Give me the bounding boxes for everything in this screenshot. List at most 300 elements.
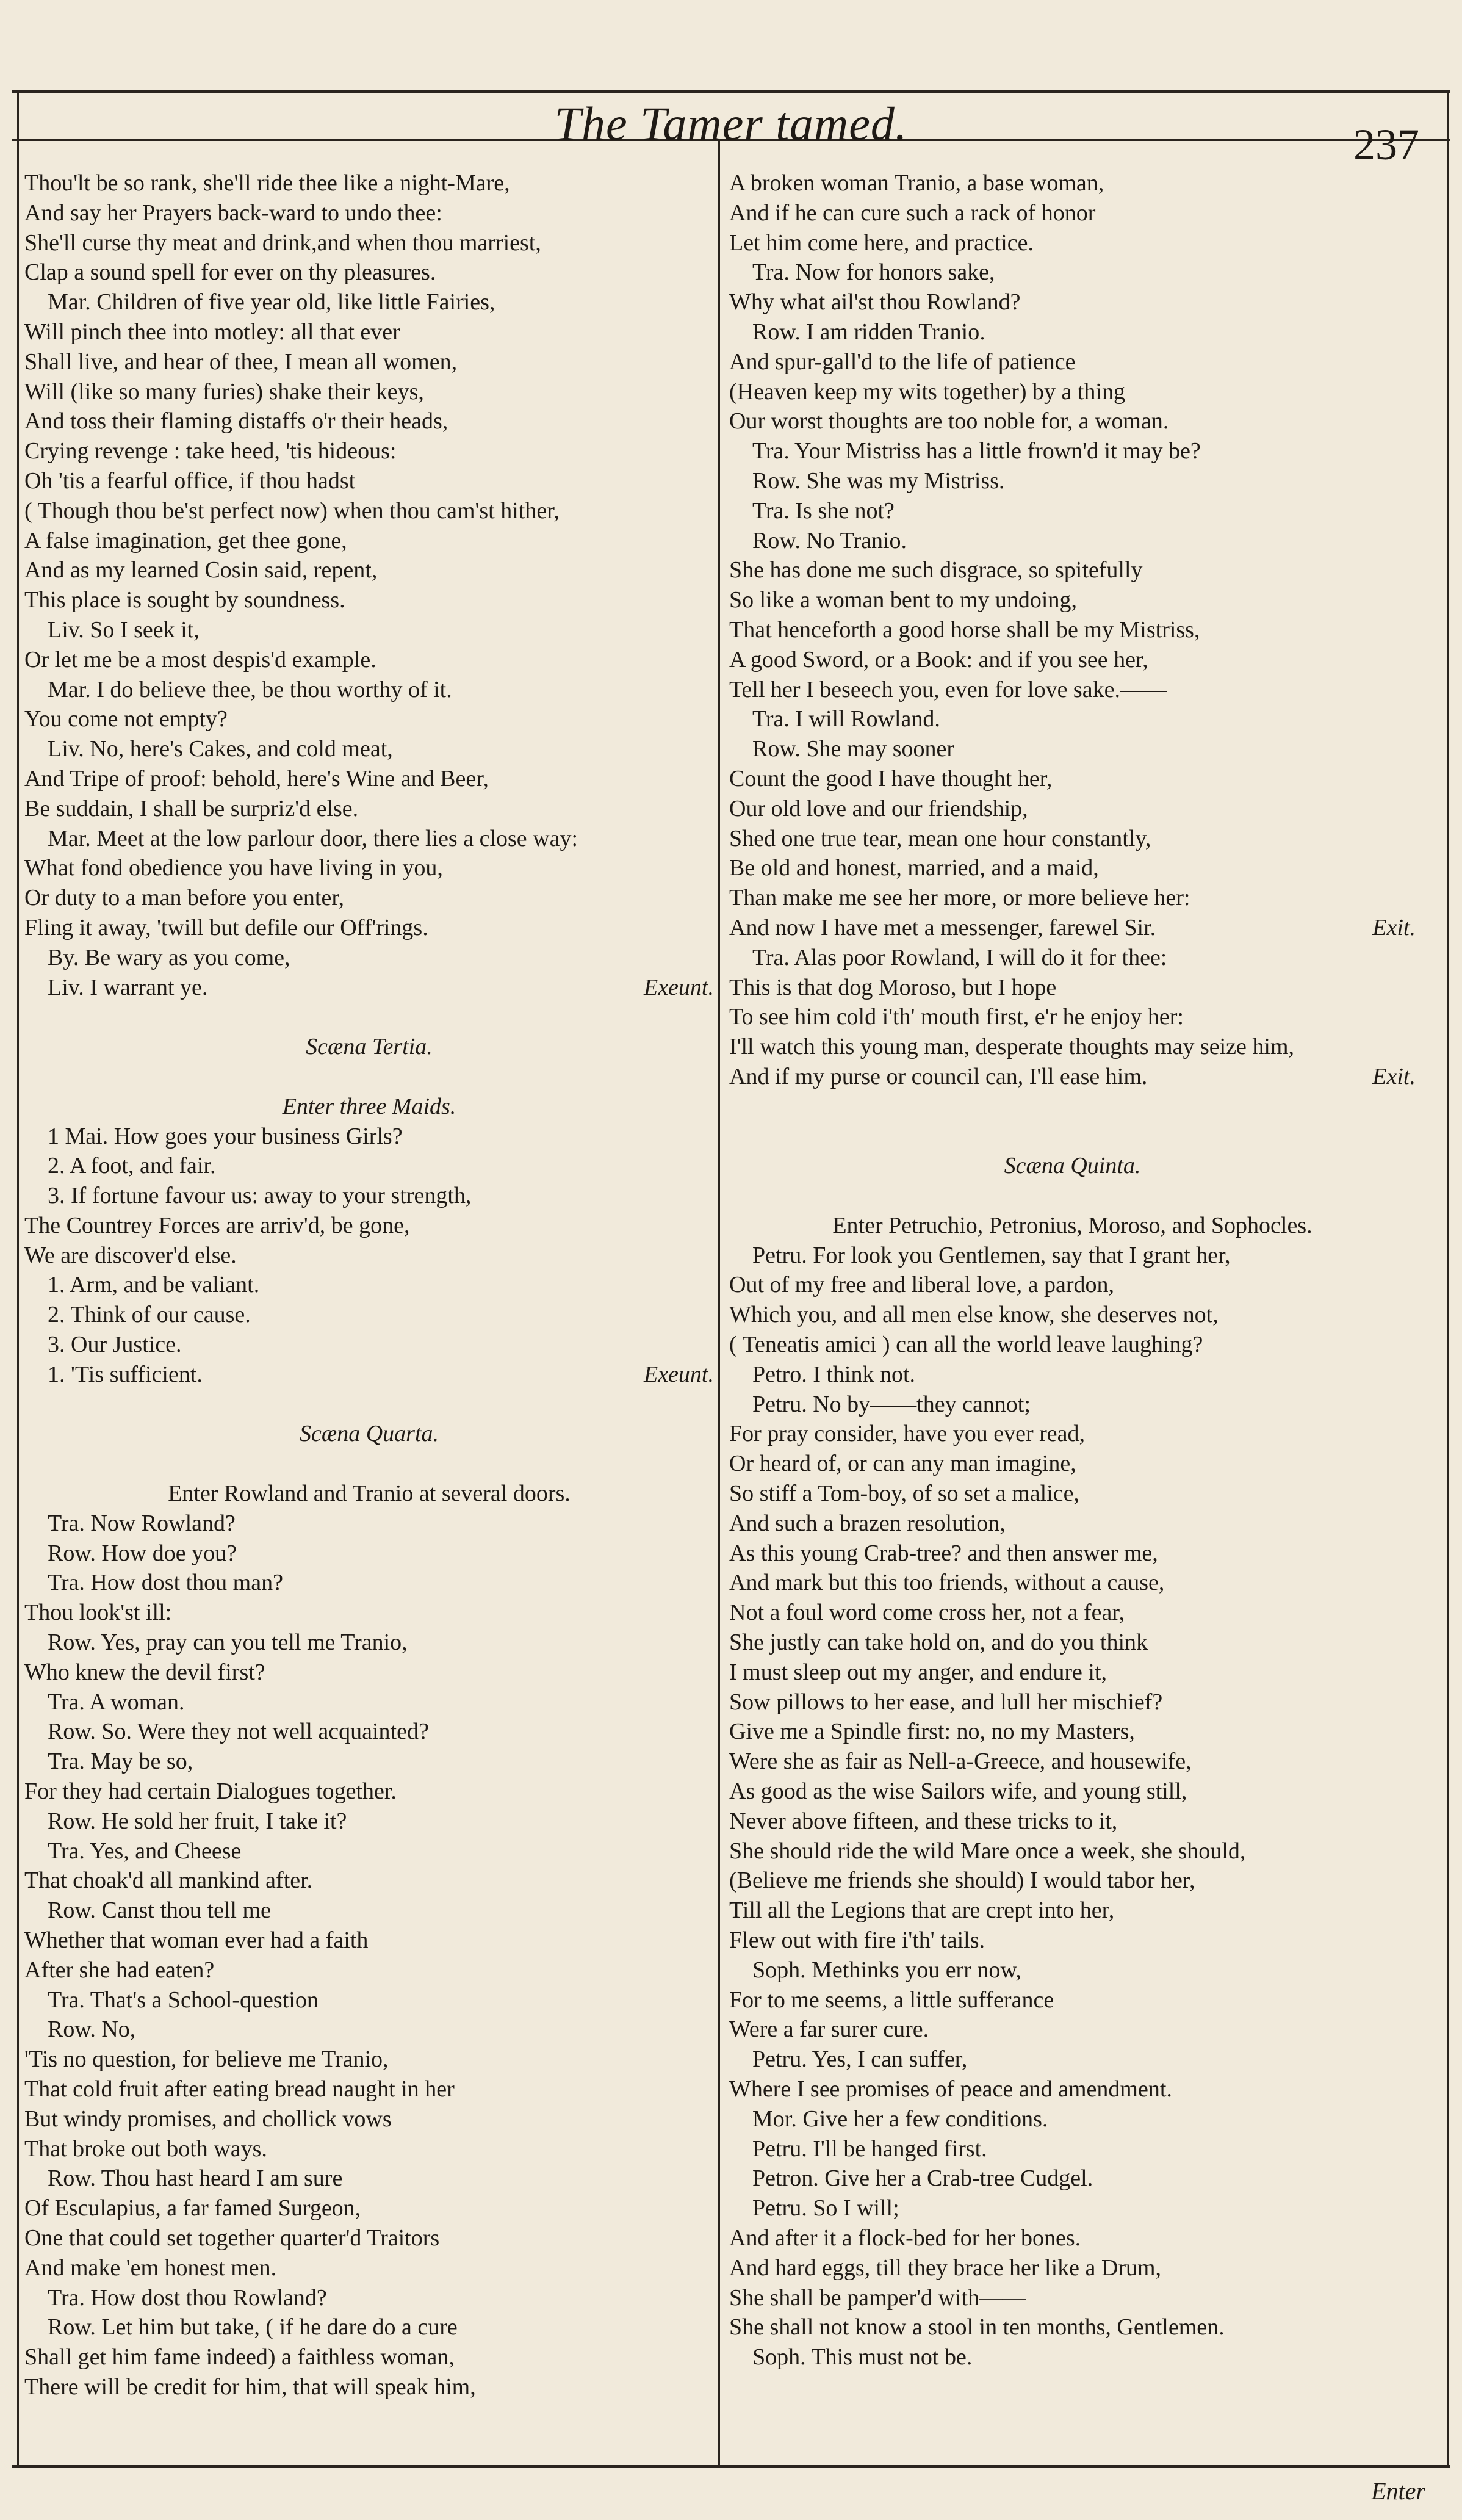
text-line — [24, 1568, 714, 1598]
text-line — [24, 1062, 714, 1092]
line-text: Liv. No, here's Cakes, and cold meat, — [48, 736, 393, 762]
text-line — [24, 287, 714, 317]
catchword: Enter — [1371, 2477, 1425, 2505]
text-line — [729, 1658, 1416, 1688]
text-line — [729, 1062, 1416, 1092]
line-text: Row. Canst thou tell me — [48, 1897, 271, 1924]
left-column — [24, 168, 714, 2402]
line-text: Row. How doe you? — [48, 1540, 237, 1566]
line-text: Never above fifteen, and these tricks to it, — [729, 1808, 1118, 1834]
text-line — [24, 2312, 714, 2342]
line-text: And spur-gall'd to the life of patience — [729, 348, 1076, 375]
line-text: Clap a sound spell for ever on thy pleasures. — [24, 259, 436, 286]
line-text: And hard eggs, till they brace her like a Drum, — [729, 2255, 1162, 2281]
text-line — [729, 377, 1416, 407]
text-line — [24, 1360, 714, 1390]
line-text: A broken woman Tranio, a base woman, — [729, 170, 1104, 196]
line-text: 1 Mai. How goes your business Girls? — [48, 1123, 403, 1149]
line-text: And make 'em honest men. — [24, 2255, 277, 2281]
text-line — [729, 2045, 1416, 2074]
line-text: Count the good I have thought her, — [729, 765, 1053, 792]
line-text: Tra. Alas poor Rowland, I will do it for thee: — [752, 944, 1167, 970]
text-line — [24, 2283, 714, 2313]
line-text: What fond obedience you have living in you, — [24, 855, 443, 881]
line-text: Tra. A woman. — [48, 1689, 185, 1715]
line-text: 2. Think of our cause. — [48, 1302, 251, 1328]
text-line — [24, 526, 714, 556]
line-text: Scæna Quinta. — [1004, 1153, 1141, 1179]
text-line — [24, 1836, 714, 1866]
exit-direction: Exeunt. — [643, 1361, 714, 1387]
text-line — [729, 973, 1416, 1003]
text-line — [729, 1807, 1416, 1836]
text-line — [729, 406, 1416, 436]
text-line — [24, 2074, 714, 2104]
line-text: Mor. Give her a few conditions. — [752, 2106, 1048, 2132]
line-text: Tra. How dost thou Rowland? — [48, 2284, 327, 2311]
line-text: Row. No Tranio. — [752, 527, 907, 554]
text-line — [729, 198, 1416, 228]
line-text: And mark but this too friends, without a cause, — [729, 1570, 1165, 1596]
line-text: Crying revenge : take heed, 'tis hideous: — [24, 438, 397, 464]
line-text: There will be credit for him, that will speak him, — [24, 2374, 476, 2400]
line-text: Liv. So I seek it, — [48, 616, 200, 643]
line-text: Than make me see her more, or more believe her: — [729, 885, 1190, 911]
text-line — [729, 1092, 1416, 1122]
line-text: Oh 'tis a fearful office, if thou hadst — [24, 468, 356, 494]
text-line — [729, 1926, 1416, 1955]
text-line — [729, 794, 1416, 824]
line-text: Petru. So I will; — [752, 2195, 899, 2222]
line-text: Soph. This must not be. — [752, 2344, 973, 2370]
text-line — [729, 2253, 1416, 2283]
line-text: Row. He sold her fruit, I take it? — [48, 1808, 347, 1834]
line-text: Or heard of, or can any man imagine, — [729, 1451, 1076, 1477]
line-text: We are discover'd else. — [24, 1242, 237, 1268]
line-text: To see him cold i'th' mouth first, e'r he enjoy her: — [729, 1004, 1184, 1030]
line-text: And if he can cure such a rack of honor — [729, 200, 1096, 226]
line-text: Row. Thou hast heard I am sure — [48, 2165, 343, 2192]
text-line — [24, 734, 714, 764]
text-line — [729, 526, 1416, 556]
line-text: Or let me be a most despis'd example. — [24, 646, 376, 673]
line-text: So like a woman bent to my undoing, — [729, 587, 1077, 613]
text-line — [24, 168, 714, 198]
line-text: Tra. Is she not? — [752, 497, 895, 524]
text-line — [729, 883, 1416, 913]
line-text: And if my purse or council can, I'll ease him. — [729, 1063, 1148, 1089]
line-text: That choak'd all mankind after. — [24, 1868, 313, 1894]
text-line — [729, 1032, 1416, 1062]
text-line — [24, 615, 714, 645]
text-line — [24, 406, 714, 436]
line-text: She shall not know a stool in ten months, Gentlemen. — [729, 2314, 1225, 2341]
line-text: Tra. Now for honors sake, — [752, 259, 995, 286]
line-text: Tra. Yes, and Cheese — [48, 1838, 242, 1864]
line-text: Sow pillows to her ease, and lull her mischief? — [729, 1689, 1163, 1715]
text-line — [24, 1807, 714, 1836]
text-line — [729, 1896, 1416, 1926]
text-line — [729, 615, 1416, 645]
text-line — [24, 913, 714, 943]
line-text: And say her Prayers back-ward to undo thee: — [24, 200, 442, 226]
line-text: ( Teneatis amici ) can all the world leave laughing? — [729, 1332, 1203, 1358]
scene-heading — [729, 1151, 1416, 1181]
line-text: Petru. No by——they cannot; — [752, 1391, 1031, 1417]
text-line — [24, 585, 714, 615]
line-text: 3. If fortune favour us: away to your strength, — [48, 1183, 472, 1209]
line-text: Enter three Maids. — [282, 1093, 456, 1119]
text-line — [729, 1419, 1416, 1449]
text-line — [24, 258, 714, 287]
text-line — [24, 973, 714, 1003]
line-text: Were a far surer cure. — [729, 2016, 929, 2043]
text-line — [24, 794, 714, 824]
column-divider — [718, 140, 720, 2465]
running-title: The Tamer tamed. — [554, 97, 908, 150]
line-text: As this young Crab-tree? and then answer me, — [729, 1540, 1158, 1566]
text-line — [729, 1360, 1416, 1390]
text-line — [24, 1449, 714, 1479]
text-line — [729, 943, 1416, 973]
text-line — [729, 228, 1416, 258]
line-text: This is that dog Moroso, but I hope — [729, 974, 1057, 1000]
text-line — [24, 2045, 714, 2074]
text-line — [24, 1955, 714, 1985]
line-text: Tra. May be so, — [48, 1749, 193, 1775]
text-line — [24, 1688, 714, 1717]
text-line — [729, 1002, 1416, 1032]
line-text: For they had certain Dialogues together. — [24, 1778, 397, 1805]
text-line — [24, 1122, 714, 1152]
text-line — [729, 2312, 1416, 2342]
text-line — [24, 347, 714, 377]
text-line — [24, 555, 714, 585]
text-line — [729, 317, 1416, 347]
line-text: Scæna Tertia. — [306, 1034, 433, 1060]
text-line — [729, 1747, 1416, 1777]
line-text: Our worst thoughts are too noble for, a woman. — [729, 408, 1169, 435]
line-text: Soph. Methinks you err now, — [752, 1957, 1021, 1983]
line-text: One that could set together quarter'd Traitors — [24, 2225, 440, 2251]
text-line — [729, 2104, 1416, 2134]
text-line — [729, 466, 1416, 496]
line-text: Mar. I do believe thee, be thou worthy of it. — [48, 676, 452, 702]
line-text: Enter Petruchio, Petronius, Moroso, and Sophocles. — [832, 1212, 1313, 1238]
line-text: 'Tis no question, for believe me Tranio, — [24, 2046, 389, 2073]
text-line — [24, 2015, 714, 2045]
text-line — [24, 317, 714, 347]
text-line — [729, 258, 1416, 287]
text-line — [24, 1598, 714, 1628]
text-line — [729, 1181, 1416, 1211]
line-text: 1. Arm, and be valiant. — [48, 1272, 260, 1298]
line-text: Fling it away, 'twill but defile our Off'rings. — [24, 914, 428, 940]
line-text: I'll watch this young man, desperate thoughts may seize him, — [729, 1034, 1295, 1060]
line-text: A false imagination, get thee gone, — [24, 527, 347, 554]
line-text: That cold fruit after eating bread naught in her — [24, 2076, 455, 2102]
text-line — [729, 2164, 1416, 2193]
line-text: Row. She was my Mistriss. — [752, 468, 1005, 494]
line-text: Our old love and our friendship, — [729, 795, 1028, 821]
line-text: 3. Our Justice. — [48, 1332, 182, 1358]
text-line — [24, 1717, 714, 1747]
text-line — [24, 1300, 714, 1330]
text-line — [729, 2342, 1416, 2372]
text-line — [24, 1539, 714, 1569]
text-line — [729, 2134, 1416, 2164]
page-number: 237 — [1353, 120, 1419, 169]
text-line — [24, 2134, 714, 2164]
exit-direction: Exit. — [1372, 914, 1416, 940]
text-line — [729, 555, 1416, 585]
text-line — [24, 853, 714, 883]
line-text: Row. So. Were they not well acquainted? — [48, 1719, 429, 1745]
text-line — [24, 1330, 714, 1360]
line-text: Till all the Legions that are crept into her, — [729, 1897, 1115, 1924]
line-text: Petron. Give her a Crab-tree Cudgel. — [752, 2165, 1093, 2192]
text-line — [729, 1449, 1416, 1479]
line-text: I must sleep out my anger, and endure it, — [729, 1659, 1107, 1685]
text-line — [24, 1509, 714, 1539]
text-line — [729, 824, 1416, 854]
text-line — [24, 704, 714, 734]
line-text: Shall get him fame indeed) a faithless woman, — [24, 2344, 455, 2370]
text-line — [24, 1658, 714, 1688]
line-text: Not a foul word come cross her, not a fear, — [729, 1600, 1125, 1626]
line-text: ( Though thou be'st perfect now) when thou cam'st hither, — [24, 497, 560, 524]
text-line — [24, 764, 714, 794]
line-text: Out of my free and liberal love, a pardon, — [729, 1272, 1114, 1298]
exit-direction: Exit. — [1372, 1063, 1416, 1089]
line-text: Row. Yes, pray can you tell me Tranio, — [48, 1630, 408, 1656]
text-line — [729, 347, 1416, 377]
text-line — [729, 1717, 1416, 1747]
text-line — [729, 287, 1416, 317]
text-line — [24, 1390, 714, 1420]
text-line — [729, 704, 1416, 734]
text-line — [24, 436, 714, 466]
line-text: She has done me such disgrace, so spitefully — [729, 557, 1143, 583]
line-text: Tra. Your Mistriss has a little frown'd it may be? — [752, 438, 1201, 464]
text-line — [24, 1747, 714, 1777]
text-line — [729, 1241, 1416, 1271]
line-text: Whether that woman ever had a faith — [24, 1927, 369, 1954]
line-text: Give me a Spindle first: no, no my Masters, — [729, 1719, 1135, 1745]
line-text: Tra. I will Rowland. — [752, 706, 940, 732]
line-text: Why what ail'st thou Rowland? — [729, 289, 1021, 316]
text-line — [24, 1777, 714, 1807]
line-text: Shall live, and hear of thee, I mean all women, — [24, 348, 458, 375]
line-text: Be old and honest, married, and a maid, — [729, 855, 1099, 881]
stage-direction — [24, 1479, 714, 1509]
line-text: By. Be wary as you come, — [48, 944, 290, 970]
text-line — [729, 1777, 1416, 1807]
line-text: That broke out both ways. — [24, 2136, 267, 2162]
line-text: She'll curse thy meat and drink,and when thou marriest, — [24, 229, 541, 256]
line-text: After she had eaten? — [24, 1957, 215, 1983]
line-text: (Believe me friends she should) I would tabor her, — [729, 1868, 1195, 1894]
line-text: She shall be pamper'd with—— — [729, 2284, 1026, 2311]
text-line — [729, 2223, 1416, 2253]
text-line — [729, 1568, 1416, 1598]
text-line — [729, 2193, 1416, 2223]
text-line — [24, 1211, 714, 1241]
line-text: Row. She may sooner — [752, 736, 955, 762]
text-line — [729, 1688, 1416, 1717]
line-text: But windy promises, and chollick vows — [24, 2106, 392, 2132]
text-line — [24, 2223, 714, 2253]
text-line — [729, 436, 1416, 466]
text-line — [729, 1390, 1416, 1420]
right-column — [729, 168, 1416, 2372]
line-text: Petru. For look you Gentlemen, say that I grant her, — [752, 1242, 1231, 1268]
line-text: Of Esculapius, a far famed Surgeon, — [24, 2195, 361, 2222]
text-line — [729, 764, 1416, 794]
text-line — [24, 2104, 714, 2134]
text-line — [729, 1866, 1416, 1896]
text-line — [24, 1628, 714, 1658]
line-text: Tra. Now Rowland? — [48, 1510, 236, 1536]
text-line — [24, 943, 714, 973]
line-text: Tell her I beseech you, even for love sake.—— — [729, 676, 1167, 702]
line-text: Row. Let him but take, ( if he dare do a cure — [48, 2314, 458, 2341]
line-text: A good Sword, or a Book: and if you see her, — [729, 646, 1148, 673]
text-line — [24, 824, 714, 854]
text-line — [729, 1836, 1416, 1866]
text-line — [24, 883, 714, 913]
line-text: Tra. That's a School-question — [48, 1987, 319, 2013]
line-text: Were she as fair as Nell-a-Greece, and housewife, — [729, 1749, 1192, 1775]
text-line — [24, 1002, 714, 1032]
text-line — [24, 377, 714, 407]
line-text: And Tripe of proof: behold, here's Wine and Beer, — [24, 765, 489, 792]
stage-direction — [729, 1211, 1416, 1241]
text-line — [24, 1926, 714, 1955]
text-line — [24, 466, 714, 496]
text-line — [729, 853, 1416, 883]
text-line — [24, 2372, 714, 2402]
line-text: That henceforth a good horse shall be my Mistriss, — [729, 616, 1200, 643]
bottom-rule — [12, 2465, 1450, 2468]
line-text: Will (like so many furies) shake their keys, — [24, 378, 424, 405]
text-line — [729, 2074, 1416, 2104]
line-text: And toss their flaming distaffs o'r their heads, — [24, 408, 448, 435]
right-border — [1447, 92, 1449, 2465]
line-text: Petru. Yes, I can suffer, — [752, 2046, 968, 2073]
line-text: Thou look'st ill: — [24, 1600, 172, 1626]
text-line — [24, 2253, 714, 2283]
line-text: Tra. How dost thou man? — [48, 1570, 283, 1596]
line-text: She should ride the wild Mare once a week, she should, — [729, 1838, 1246, 1864]
line-text: This place is sought by soundness. — [24, 587, 345, 613]
line-text: Or duty to a man before you enter, — [24, 885, 344, 911]
text-line — [24, 2342, 714, 2372]
line-text: 2. A foot, and fair. — [48, 1153, 216, 1179]
text-line — [729, 1955, 1416, 1985]
text-line — [729, 734, 1416, 764]
line-text: Mar. Meet at the low parlour door, there lies a close way: — [48, 825, 578, 851]
line-text: And as my learned Cosin said, repent, — [24, 557, 378, 583]
line-text: Thou'lt be so rank, she'll ride thee like a night-Mare, — [24, 170, 510, 196]
line-text: And after it a flock-bed for her bones. — [729, 2225, 1081, 2251]
text-line — [729, 1598, 1416, 1628]
text-line — [729, 1300, 1416, 1330]
top-rule — [12, 90, 1450, 93]
line-text: Liv. I warrant ye. — [48, 974, 208, 1000]
line-text: Where I see promises of peace and amendment. — [729, 2076, 1172, 2102]
text-line — [24, 2193, 714, 2223]
text-line — [24, 645, 714, 675]
text-line — [729, 675, 1416, 705]
scene-heading — [24, 1032, 714, 1062]
line-text: For pray consider, have you ever read, — [729, 1421, 1086, 1447]
text-line — [24, 2164, 714, 2193]
line-text: Flew out with fire i'th' tails. — [729, 1927, 985, 1954]
line-text: As good as the wise Sailors wife, and young still, — [729, 1778, 1187, 1805]
text-line — [729, 585, 1416, 615]
line-text: She justly can take hold on, and do you think — [729, 1630, 1148, 1656]
line-text: Petru. I'll be hanged first. — [752, 2136, 987, 2162]
line-text: Who knew the devil first? — [24, 1659, 265, 1685]
line-text: Let him come here, and practice. — [729, 229, 1034, 256]
text-line — [24, 1866, 714, 1896]
text-line — [729, 645, 1416, 675]
line-text: For to me seems, a little sufferance — [729, 1987, 1054, 2013]
scene-heading — [24, 1419, 714, 1449]
text-line — [729, 1330, 1416, 1360]
line-text: You come not empty? — [24, 706, 228, 732]
line-text: So stiff a Tom-boy, of so set a malice, — [729, 1481, 1079, 1507]
text-line — [729, 1122, 1416, 1152]
text-line — [729, 1270, 1416, 1300]
line-text: Enter Rowland and Tranio at several doors. — [168, 1481, 571, 1507]
text-line — [24, 1151, 714, 1181]
text-line — [24, 1985, 714, 2015]
text-line — [24, 1270, 714, 1300]
text-line — [24, 228, 714, 258]
text-line — [729, 168, 1416, 198]
text-line — [24, 1181, 714, 1211]
line-text: Which you, and all men else know, she deserves not, — [729, 1302, 1219, 1328]
line-text: (Heaven keep my wits together) by a thing — [729, 378, 1125, 405]
text-line — [729, 913, 1416, 943]
line-text: Petro. I think not. — [752, 1361, 916, 1387]
text-line — [24, 198, 714, 228]
line-text: Row. No, — [48, 2016, 136, 2043]
line-text: Row. I am ridden Tranio. — [752, 319, 985, 345]
text-line — [729, 2283, 1416, 2313]
text-line — [24, 675, 714, 705]
scene-heading — [24, 1092, 714, 1122]
text-line — [729, 1628, 1416, 1658]
text-line — [729, 496, 1416, 526]
line-text: Shed one true tear, mean one hour constantly, — [729, 825, 1151, 851]
line-text: And such a brazen resolution, — [729, 1510, 1006, 1536]
line-text: The Countrey Forces are arriv'd, be gone, — [24, 1212, 410, 1238]
text-line — [24, 1896, 714, 1926]
text-line — [729, 1509, 1416, 1539]
line-text: Scæna Quarta. — [300, 1421, 439, 1447]
line-text: Be suddain, I shall be surpriz'd else. — [24, 795, 359, 821]
text-line — [24, 496, 714, 526]
text-line — [24, 1241, 714, 1271]
text-line — [729, 1539, 1416, 1569]
line-text: 1. 'Tis sufficient. — [48, 1361, 203, 1387]
line-text: And now I have met a messenger, farewel Sir. — [729, 914, 1156, 940]
text-line — [729, 1479, 1416, 1509]
left-border — [17, 92, 19, 2465]
